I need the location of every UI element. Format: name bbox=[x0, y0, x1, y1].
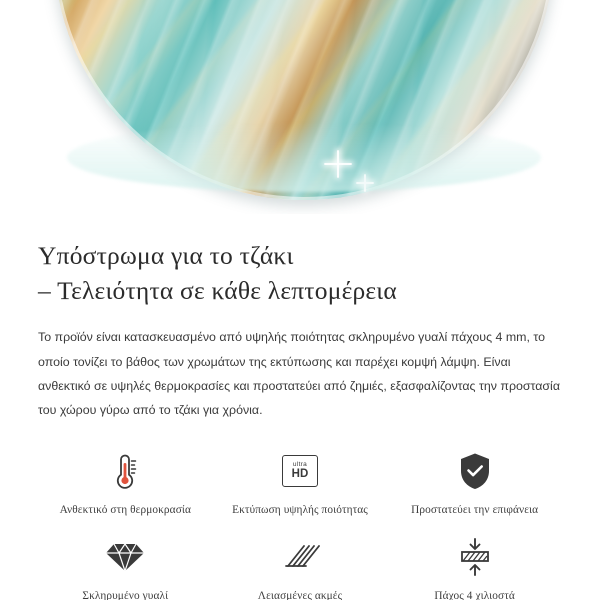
diamond-icon bbox=[101, 534, 149, 580]
thermometer-icon bbox=[101, 448, 149, 494]
feature-grid bbox=[38, 444, 562, 600]
feature-label: Προστατεύει την επιφάνεια bbox=[411, 504, 539, 517]
shield-check-icon bbox=[451, 448, 499, 494]
feature-label: Λειασμένες ακμές bbox=[257, 589, 343, 600]
feature-label: Πάχος 4 χιλιοστά bbox=[434, 589, 515, 600]
feature-item-polished-edges bbox=[213, 530, 388, 600]
page-title bbox=[38, 238, 562, 308]
page-title-line-2: – Τελειότητα σε κάθε λεπτομέρεια bbox=[38, 276, 397, 306]
feature-item-heat-resistant bbox=[38, 444, 213, 524]
page-title-line-1: Υπόστρωμα για το τζάκι bbox=[38, 241, 294, 270]
polished-edges-icon bbox=[276, 534, 324, 580]
feature-item-tempered-glass bbox=[38, 530, 213, 600]
feature-item-print-quality bbox=[213, 444, 388, 524]
hd-badge-main-text: HD bbox=[291, 468, 309, 481]
feature-label: Ανθεκτικό στη θερμοκρασία bbox=[59, 504, 192, 517]
content-area bbox=[0, 238, 600, 600]
hd-badge-top-text: ultra bbox=[292, 460, 308, 468]
product-description: Το προϊόν είναι κατασκευασμένο από υψηλής ποιότητας σκληρυμένο γυαλί πάχους 4 mm, το οποίο τονίζει το βάθος των χρωμάτων της εκτύπωσης και παρέχει κομψή λάμψη. Είναι ανθεκτικό σε υψηλές θερμοκρασίες και προστατεύει από ζημιές, εξασφαλίζοντας την προστασία του χώρου γύρω από το τζάκι για χρόνια. bbox=[38, 330, 560, 417]
hd-badge bbox=[282, 455, 318, 487]
feature-item-surface-protection bbox=[387, 444, 562, 524]
feature-label: Σκληρυμένο γυαλί bbox=[82, 589, 169, 600]
hero-image bbox=[0, 0, 600, 214]
ultra-hd-badge-icon bbox=[276, 448, 324, 494]
feature-label: Εκτύπωση υψηλής ποιότητας bbox=[232, 504, 368, 517]
thickness-arrows-icon bbox=[451, 534, 499, 580]
marble-glass-disc bbox=[54, 0, 554, 200]
feature-item-thickness bbox=[387, 530, 562, 600]
